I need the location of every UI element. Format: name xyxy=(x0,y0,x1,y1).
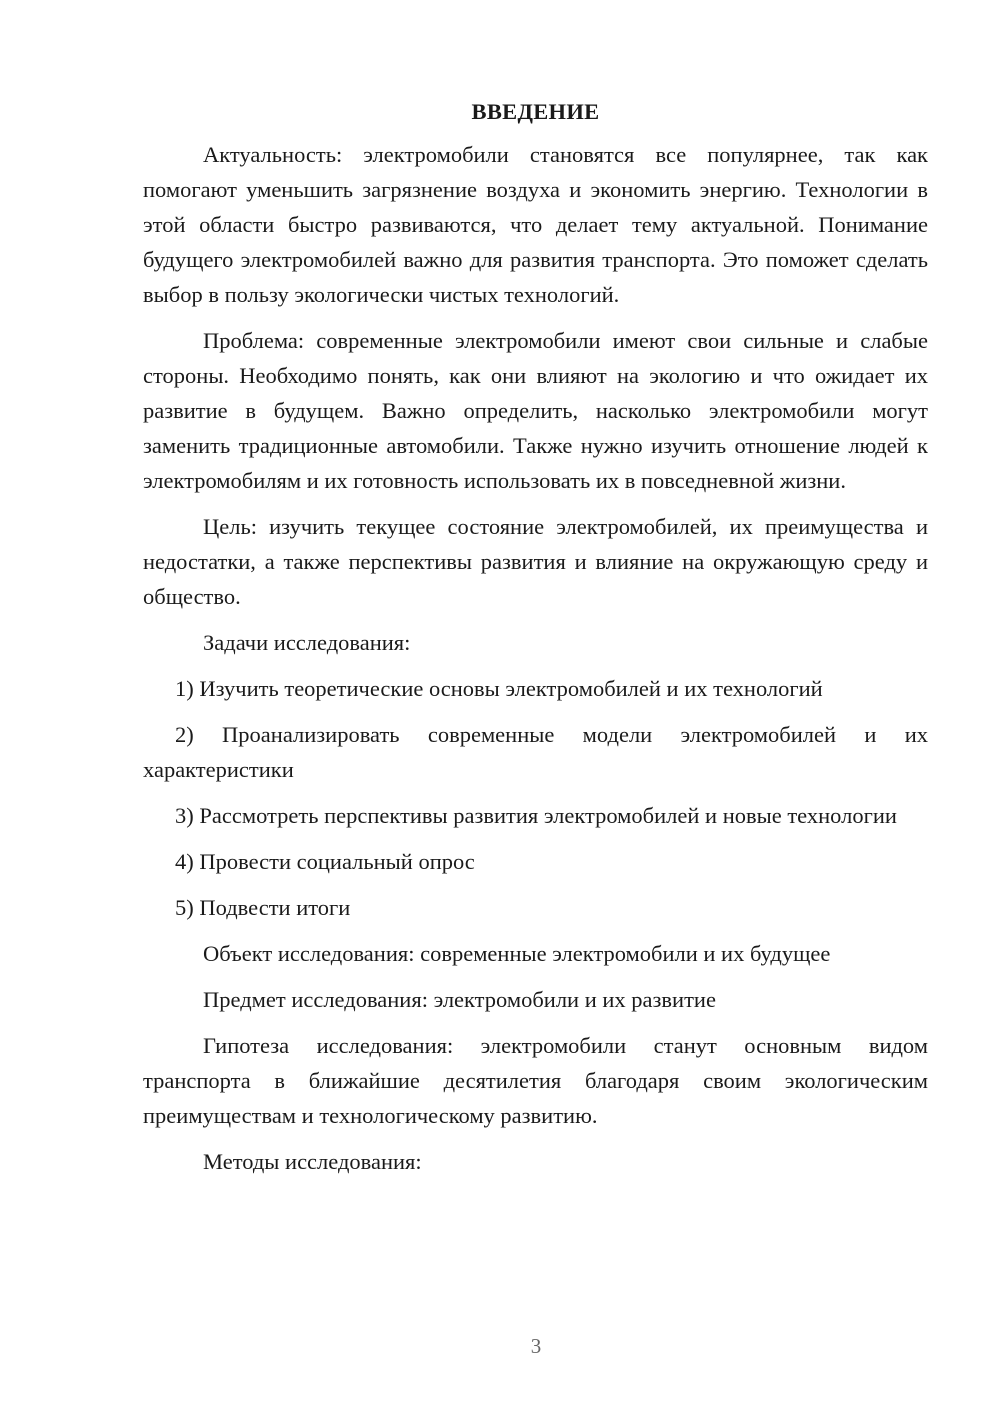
task-item-2: 2) Проанализировать современные модели электромобилей и их характеристики xyxy=(143,722,928,782)
object-line: Объект исследования: современные электромобили и их будущее xyxy=(203,941,831,966)
task-item-4: 4) Провести социальный опрос xyxy=(175,849,475,874)
section-heading: ВВЕДЕНИЕ xyxy=(471,99,600,124)
page-content xyxy=(143,94,928,1190)
hypothesis-paragraph: Гипотеза исследования: электромобили станут основным видом транспорта в ближайшие десятилетия благодаря своим экологическим преимуществам и технологическому развитию. xyxy=(143,1033,928,1128)
task-item-1: 1) Изучить теоретические основы электромобилей и их технологий xyxy=(175,676,823,701)
task-item-5: 5) Подвести итоги xyxy=(175,895,351,920)
page-number: 3 xyxy=(530,1334,542,1358)
task-item-3: 3) Рассмотреть перспективы развития электромобилей и новые технологии xyxy=(175,803,897,828)
methods-heading: Методы исследования: xyxy=(203,1149,422,1174)
tasks-heading: Задачи исследования: xyxy=(203,630,411,655)
problem-paragraph: Проблема: современные электромобили имеют свои сильные и слабые стороны. Необходимо понять, как они влияют на экологию и что ожидает их развитие в будущем. Важно определить, насколько электромобили могут заменить традиционные автомобили. Также нужно изучить отношение людей к электромобилям и их готовность использовать их в повседневной жизни. xyxy=(143,328,928,493)
subject-line: Предмет исследования: электромобили и их развитие xyxy=(203,987,716,1012)
relevance-paragraph: Актуальность: электромобили становятся все популярнее, так как помогают уменьшить загрязнение воздуха и экономить энергию. Технологии в этой области быстро развиваются, что делает тему актуальной. Понимание будущего электромобилей важно для развития транспорта. Это поможет сделать выбор в пользу экологически чистых технологий. xyxy=(143,142,928,307)
goal-paragraph: Цель: изучить текущее состояние электромобилей, их преимущества и недостатки, а также перспективы развития и влияние на окружающую среду и общество. xyxy=(143,514,928,609)
